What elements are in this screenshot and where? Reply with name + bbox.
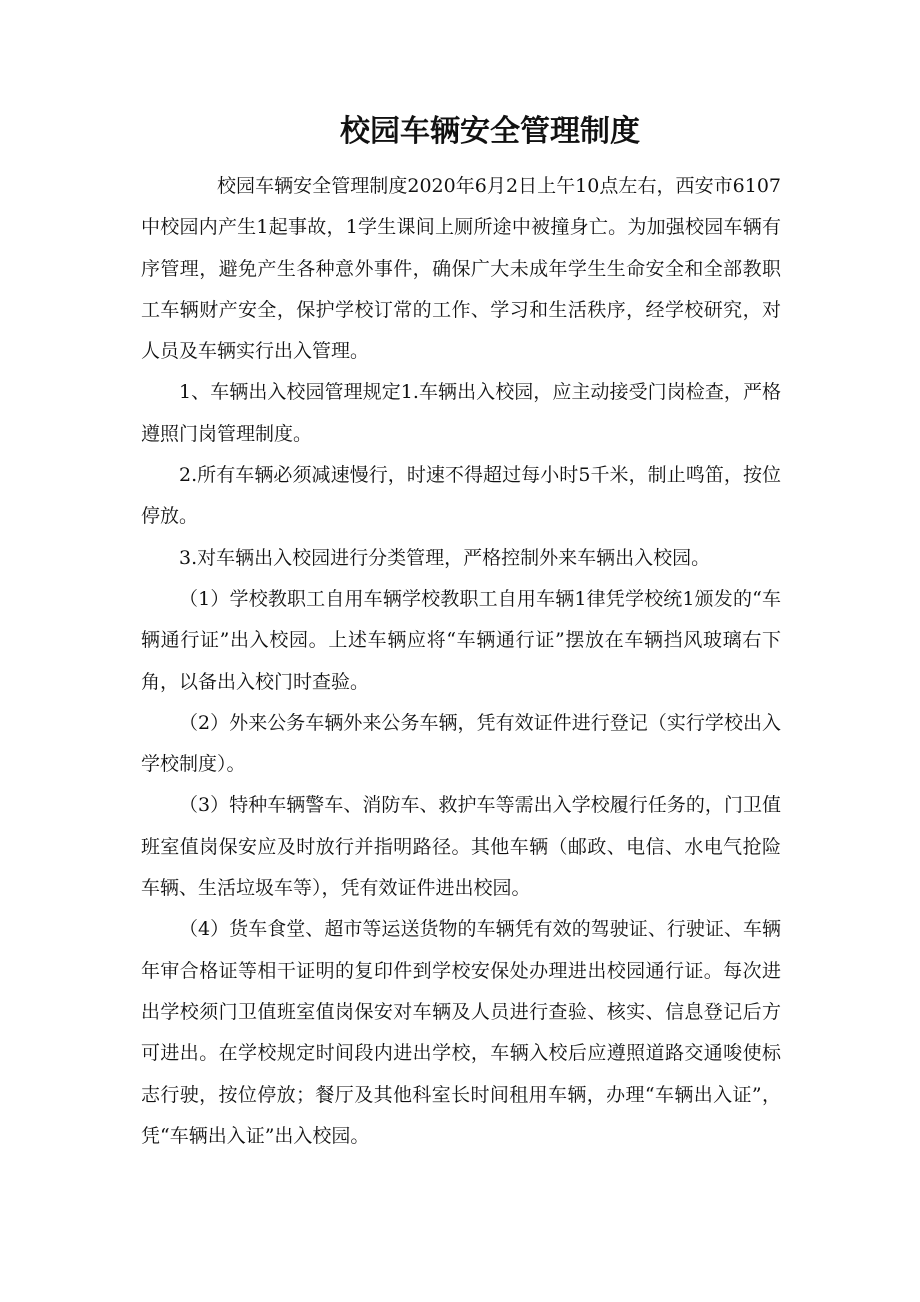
paragraph-rule-3: 3.对车辆出入校园进行分类管理，严格控制外来车辆出入校园。 [179, 546, 711, 569]
paragraph-rule-2: 2.所有车辆必须减速慢行，时速不得超过每小时5千米，制止鸣笛，按位停放。 [141, 464, 781, 528]
document-body [141, 166, 781, 1157]
document-title: 校园车辆安全管理制度 [340, 114, 640, 149]
paragraph-item-3: （3）特种车辆警车、消防车、救护车等需出入学校履行任务的，门卫值班室值岗保安应及时放行并指明路径。其他车辆（邮政、电信、水电气抢险车辆、生活垃圾车等），凭有效证件进出校园。 [141, 794, 781, 900]
paragraph-item-4: （4）货车食堂、超市等运送货物的车辆凭有效的驾驶证、行驶证、车辆年审合格证等相干证明的复印件到学校安保处办理进出校园通行证。每次进出学校须门卫值班室值岗保安对车辆及人员进行查验、核实、信息登记后方可进出。在学校规定时间段内进出学校，车辆入校后应遵照道路交通唆使标志行驶，按位停放；餐厅及其他科室长时间租用车辆，办理“车辆出入证”，凭“车辆出入证”出入校园。 [141, 918, 781, 1147]
paragraph-item-2: （2）外来公务车辆外来公务车辆，凭有效证件进行登记（实行学校出入学校制度）。 [141, 711, 781, 776]
paragraph-intro: 校园车辆安全管理制度2020年6月2日上午10点左右，西安市6107中校园内产生1起事故，1学生课间上厕所途中被撞身亡。为加强校园车辆有序管理，避免产生各种意外事件，确保广大未成年学生生命安全和全部教职工车辆财产安全，保护学校订常的工作、学习和生活秩序，经学校研究，对人员及车辆实行出入管理。 [141, 175, 781, 363]
paragraph-rule-1: 1、车辆出入校园管理规定1.车辆出入校园，应主动接受门岗检查，严格遵照门岗管理制度。 [141, 381, 781, 445]
paragraph-item-1: （1）学校教职工自用车辆学校教职工自用车辆1律凭学校统1颁发的“车辆通行证”出入校园。上述车辆应将“车辆通行证”摆放在车辆挡风玻璃右下角，以备出入校门时查验。 [141, 587, 781, 693]
